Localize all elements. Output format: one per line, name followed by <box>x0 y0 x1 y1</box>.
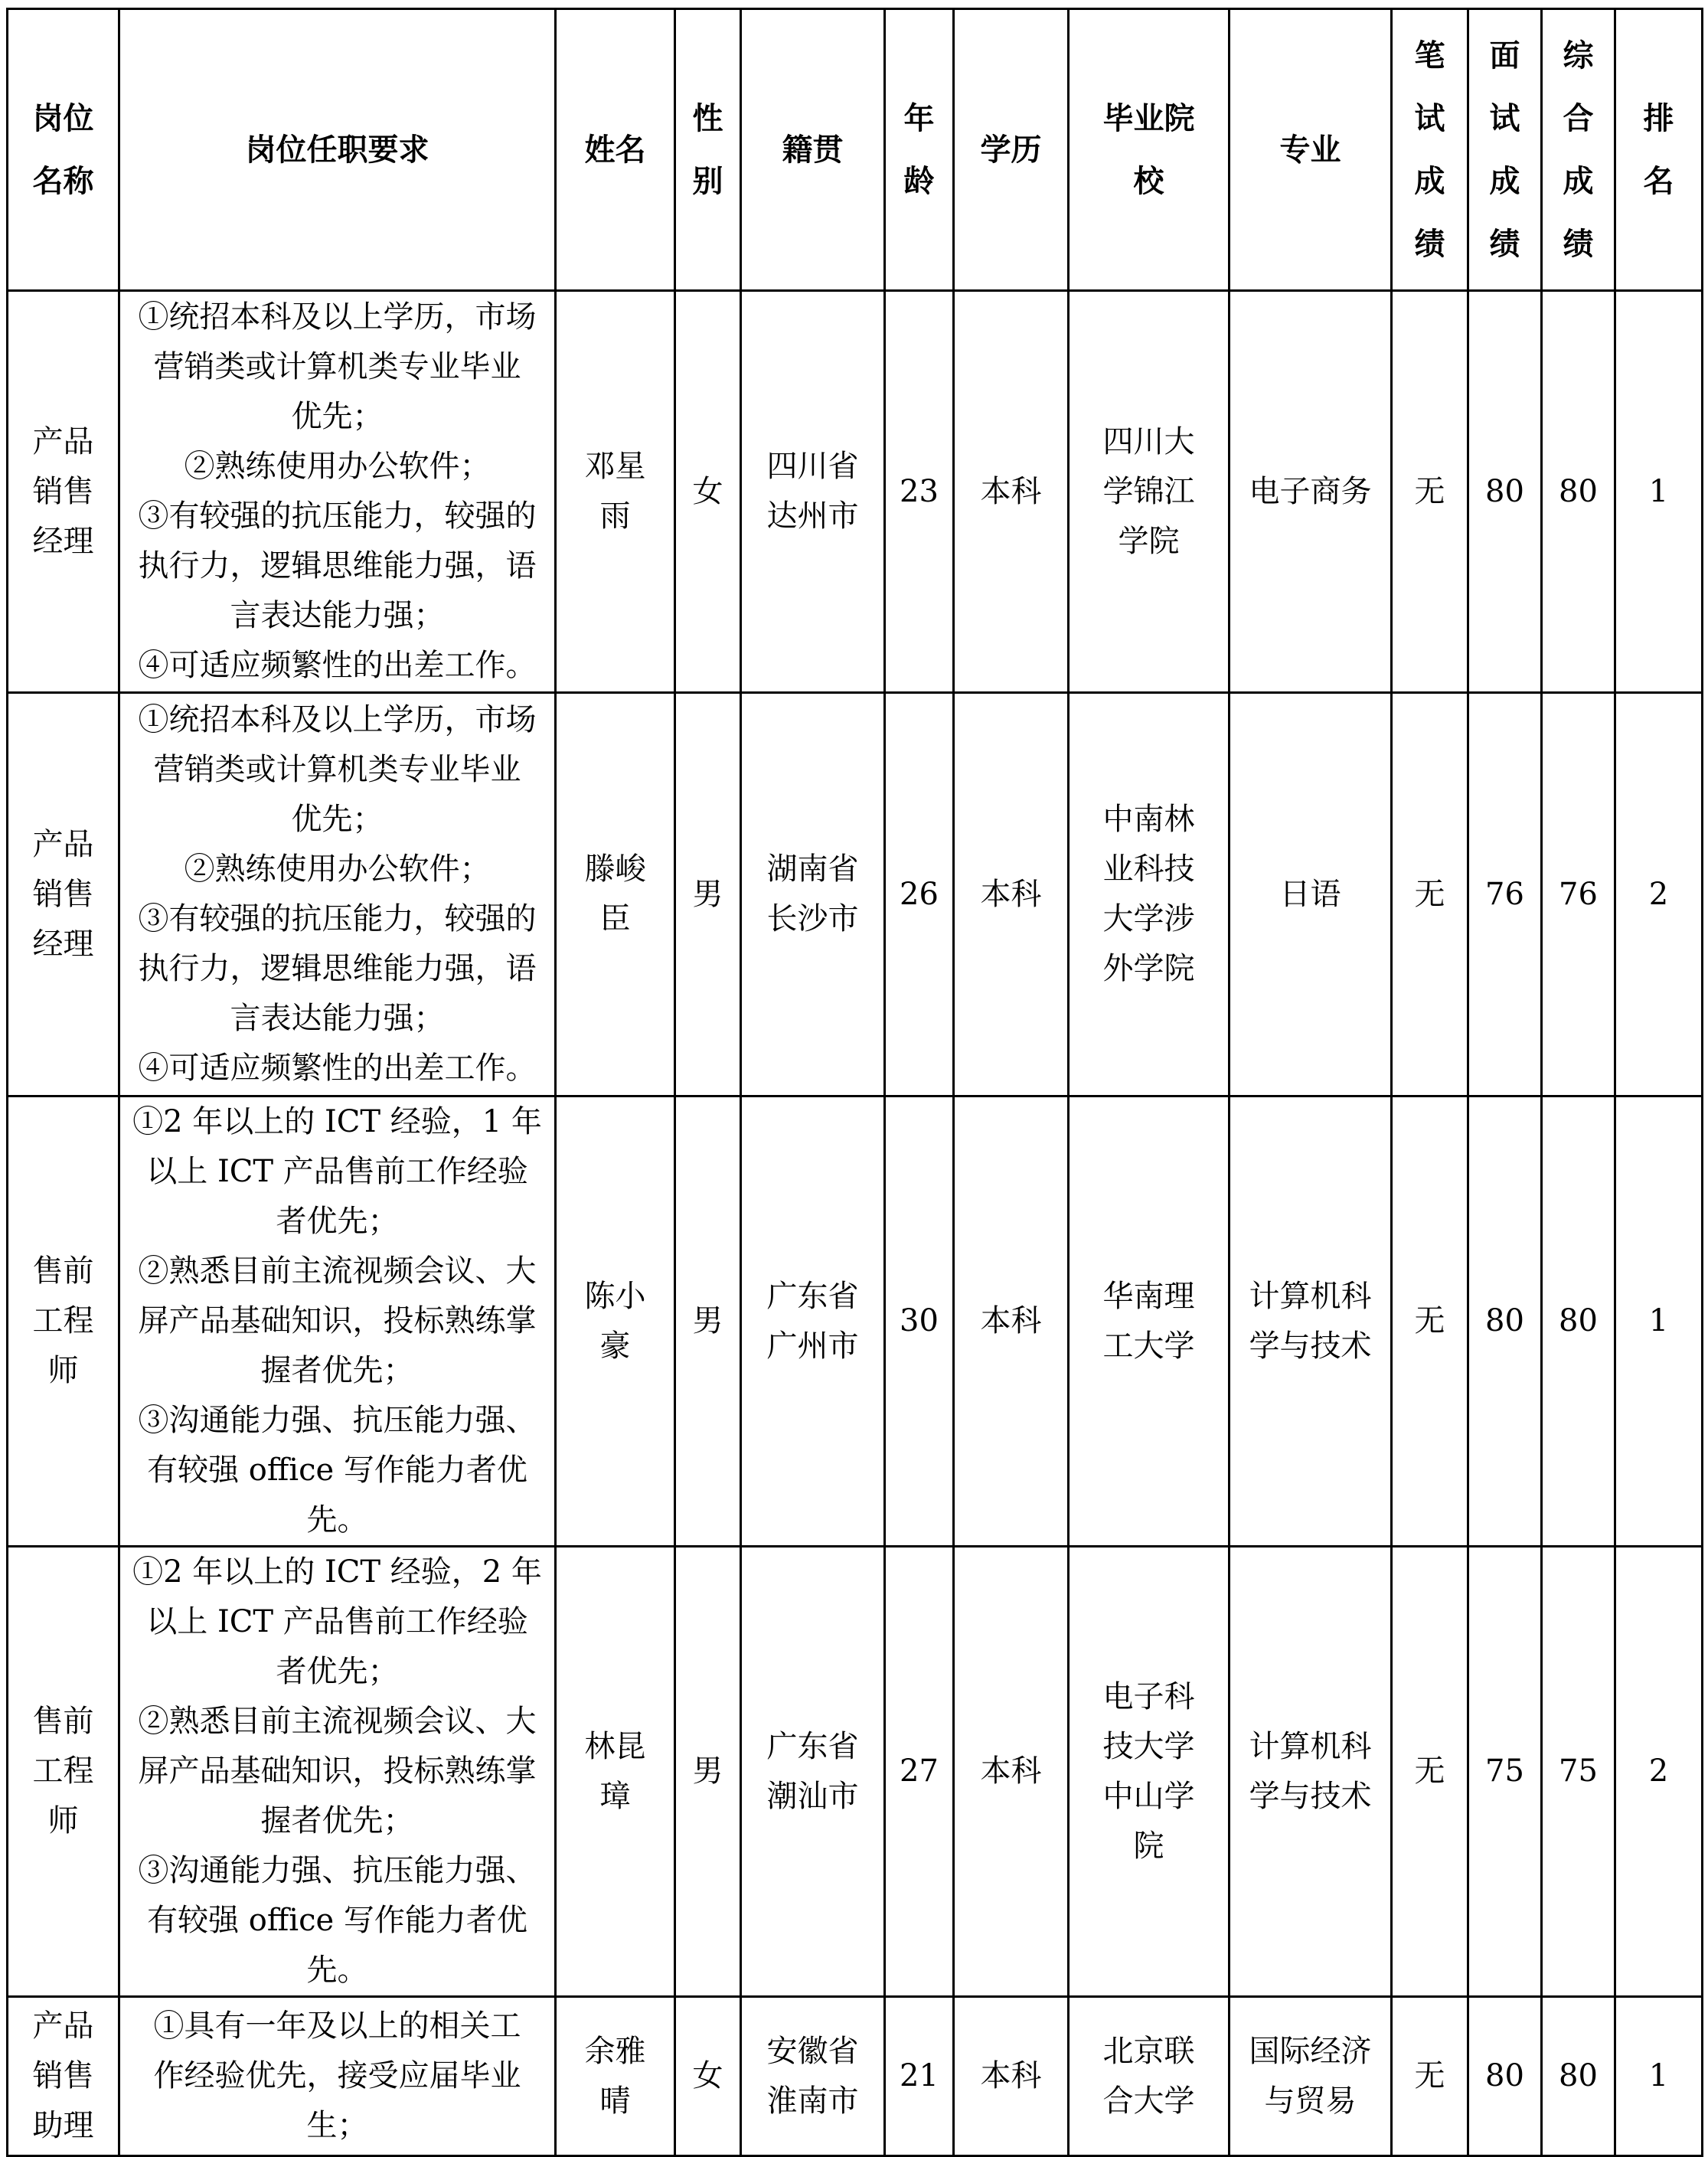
requirement-line: ①2 年以上的 ICT 经验，1 年 <box>132 1104 542 1139</box>
interview-score-cell: 80 <box>1468 1096 1542 1547</box>
requirement-line: ①统招本科及以上学历，市场 <box>138 702 537 737</box>
requirement-line: 优先； <box>291 802 384 837</box>
requirement-line: 有较强 office 写作能力者优 <box>147 1903 527 1938</box>
requirement-line: 先。 <box>306 1953 368 1988</box>
name-cell: 滕峻 臣 <box>556 693 675 1096</box>
requirement-line: 以上 ICT 产品售前工作经验 <box>146 1154 528 1189</box>
requirement-line: 执行力，逻辑思维能力强，语 <box>138 951 537 986</box>
school-cell: 北京联 合大学 <box>1069 1997 1230 2156</box>
requirements-cell <box>119 693 556 1096</box>
origin-cell: 湖南省 长沙市 <box>741 693 885 1096</box>
rank-cell: 2 <box>1615 693 1703 1096</box>
table-row <box>8 1547 1703 1997</box>
age-cell: 30 <box>885 1096 954 1547</box>
header-total-score: 综 合 成 绩 <box>1542 9 1615 291</box>
position-cell: 产品 销售 助理 <box>8 1997 119 2156</box>
major-cell: 计算机科 学与技术 <box>1230 1547 1392 1997</box>
table-row <box>8 1997 1703 2156</box>
rank-cell: 2 <box>1615 1547 1703 1997</box>
header-school: 毕业院 校 <box>1069 9 1230 291</box>
position-cell: 产品 销售 经理 <box>8 291 119 693</box>
major-cell: 计算机科 学与技术 <box>1230 1096 1392 1547</box>
interview-score-cell: 80 <box>1468 1997 1542 2156</box>
written-score-cell: 无 <box>1392 1997 1468 2156</box>
header-origin: 籍贯 <box>741 9 885 291</box>
requirement-line: ④可适应频繁性的出差工作。 <box>138 648 537 683</box>
requirement-line: ④可适应频繁性的出差工作。 <box>138 1051 537 1086</box>
requirement-line: 生； <box>306 2108 368 2143</box>
origin-cell: 安徽省 淮南市 <box>741 1997 885 2156</box>
gender-cell: 男 <box>675 1096 741 1547</box>
requirement-line: 有较强 office 写作能力者优 <box>147 1453 527 1488</box>
header-rank: 排 名 <box>1615 9 1703 291</box>
rank-cell: 1 <box>1615 291 1703 693</box>
interview-score-cell: 75 <box>1468 1547 1542 1997</box>
education-cell: 本科 <box>954 291 1069 693</box>
requirements-cell <box>119 291 556 693</box>
recruitment-results-table <box>6 8 1703 2157</box>
header-position: 岗位 名称 <box>8 9 119 291</box>
requirement-line: 以上 ICT 产品售前工作经验 <box>146 1604 528 1639</box>
age-cell: 23 <box>885 291 954 693</box>
requirement-line: 屏产品基础知识，投标熟练掌 <box>138 1303 537 1338</box>
requirement-line: 营销类或计算机类专业毕业 <box>153 349 521 384</box>
total-score-cell: 80 <box>1542 1096 1615 1547</box>
name-cell: 邓星 雨 <box>556 291 675 693</box>
requirement-line: 言表达能力强； <box>230 598 445 633</box>
requirement-line: ①统招本科及以上学历，市场 <box>138 299 537 335</box>
origin-cell: 广东省 广州市 <box>741 1096 885 1547</box>
requirement-line: ①具有一年及以上的相关工 <box>153 2008 521 2044</box>
header-interview-score: 面 试 成 绩 <box>1468 9 1542 291</box>
gender-cell: 女 <box>675 1997 741 2156</box>
requirement-line: 握者优先； <box>260 1353 414 1388</box>
interview-score-cell: 80 <box>1468 291 1542 693</box>
school-cell: 中南林 业科技 大学涉 外学院 <box>1069 693 1230 1096</box>
position-cell: 售前 工程 师 <box>8 1096 119 1547</box>
school-cell: 四川大 学锦江 学院 <box>1069 291 1230 693</box>
written-score-cell: 无 <box>1392 1096 1468 1547</box>
requirement-line: 屏产品基础知识，投标熟练掌 <box>138 1753 537 1789</box>
requirement-line: ③有较强的抗压能力，较强的 <box>138 901 537 936</box>
school-cell: 电子科 技大学 中山学 院 <box>1069 1547 1230 1997</box>
origin-cell: 四川省 达州市 <box>741 291 885 693</box>
header-age: 年 龄 <box>885 9 954 291</box>
requirement-line: ①2 年以上的 ICT 经验，2 年 <box>132 1554 542 1590</box>
education-cell: 本科 <box>954 1547 1069 1997</box>
major-cell: 国际经济 与贸易 <box>1230 1997 1392 2156</box>
name-cell: 林昆 璋 <box>556 1547 675 1997</box>
requirement-line: ②熟练使用办公软件； <box>184 449 491 484</box>
header-gender: 性 别 <box>675 9 741 291</box>
written-score-cell: 无 <box>1392 1547 1468 1997</box>
header-major: 专业 <box>1230 9 1392 291</box>
interview-score-cell: 76 <box>1468 693 1542 1096</box>
table-row <box>8 291 1703 693</box>
rank-cell: 1 <box>1615 1096 1703 1547</box>
header-row <box>8 9 1703 291</box>
requirement-line: 优先； <box>291 399 384 434</box>
requirement-line: ②熟悉目前主流视频会议、大 <box>138 1704 537 1739</box>
origin-cell: 广东省 潮汕市 <box>741 1547 885 1997</box>
requirement-line: 言表达能力强； <box>230 1001 445 1036</box>
requirement-line: 营销类或计算机类专业毕业 <box>153 752 521 787</box>
requirement-line: ③沟通能力强、抗压能力强、 <box>138 1403 537 1438</box>
total-score-cell: 76 <box>1542 693 1615 1096</box>
requirement-line: ②熟练使用办公软件； <box>184 851 491 887</box>
requirement-line: 作经验优先，接受应届毕业 <box>153 2058 521 2093</box>
header-education: 学历 <box>954 9 1069 291</box>
position-cell: 产品 销售 经理 <box>8 693 119 1096</box>
requirement-line: 握者优先； <box>260 1803 414 1838</box>
requirements-cell <box>119 1997 556 2156</box>
requirement-line: 先。 <box>306 1502 368 1538</box>
written-score-cell: 无 <box>1392 291 1468 693</box>
requirement-line: ②熟悉目前主流视频会议、大 <box>138 1253 537 1289</box>
written-score-cell: 无 <box>1392 693 1468 1096</box>
requirement-line: 者优先； <box>276 1654 399 1689</box>
education-cell: 本科 <box>954 693 1069 1096</box>
age-cell: 26 <box>885 693 954 1096</box>
school-cell: 华南理 工大学 <box>1069 1096 1230 1547</box>
name-cell: 陈小 豪 <box>556 1096 675 1547</box>
requirement-line: ③有较强的抗压能力，较强的 <box>138 498 537 534</box>
education-cell: 本科 <box>954 1997 1069 2156</box>
table-row <box>8 1096 1703 1547</box>
age-cell: 27 <box>885 1547 954 1997</box>
requirements-cell <box>119 1547 556 1997</box>
age-cell: 21 <box>885 1997 954 2156</box>
requirement-line: ③沟通能力强、抗压能力强、 <box>138 1853 537 1888</box>
table-row <box>8 693 1703 1096</box>
total-score-cell: 80 <box>1542 1997 1615 2156</box>
header-requirements: 岗位任职要求 <box>119 9 556 291</box>
gender-cell: 男 <box>675 693 741 1096</box>
rank-cell: 1 <box>1615 1997 1703 2156</box>
gender-cell: 男 <box>675 1547 741 1997</box>
education-cell: 本科 <box>954 1096 1069 1547</box>
gender-cell: 女 <box>675 291 741 693</box>
header-written-score: 笔 试 成 绩 <box>1392 9 1468 291</box>
requirements-cell <box>119 1096 556 1547</box>
position-cell: 售前 工程 师 <box>8 1547 119 1997</box>
header-name: 姓名 <box>556 9 675 291</box>
major-cell: 电子商务 <box>1230 291 1392 693</box>
name-cell: 余雅 晴 <box>556 1997 675 2156</box>
requirement-line: 执行力，逻辑思维能力强，语 <box>138 548 537 583</box>
requirement-line: 者优先； <box>276 1204 399 1239</box>
total-score-cell: 80 <box>1542 291 1615 693</box>
total-score-cell: 75 <box>1542 1547 1615 1997</box>
major-cell: 日语 <box>1230 693 1392 1096</box>
